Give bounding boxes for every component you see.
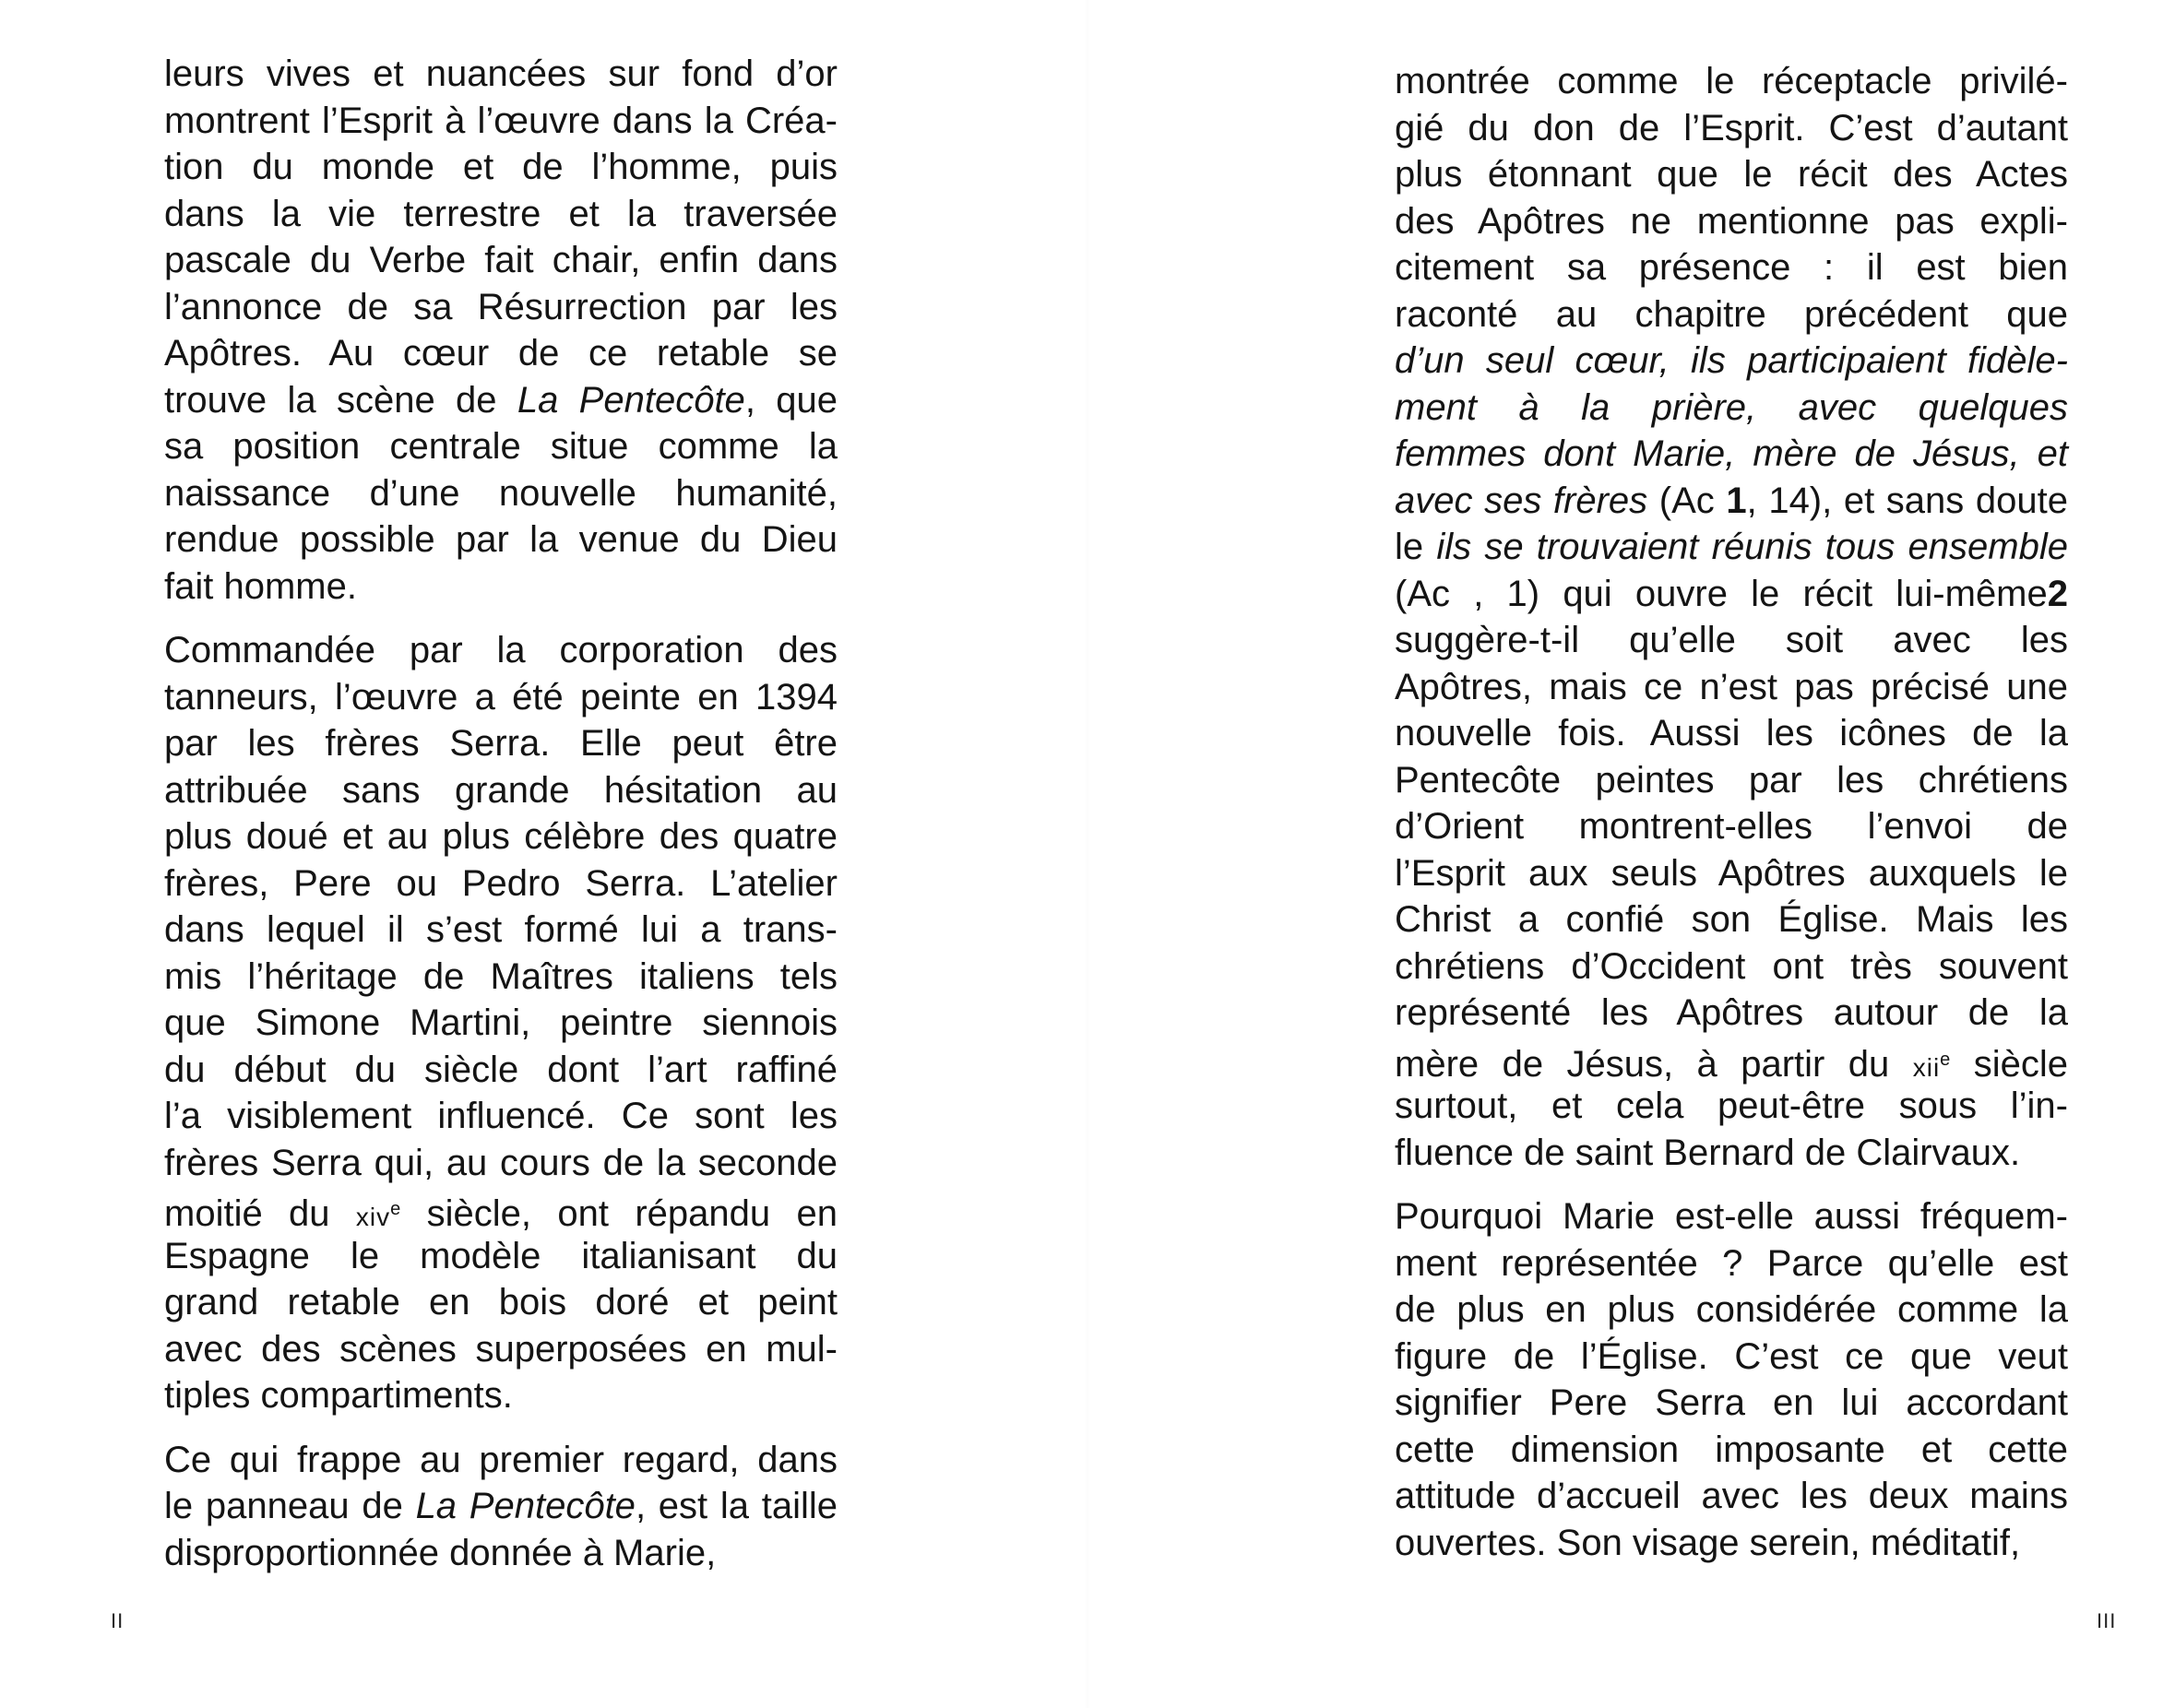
text-line: figure de l’Église. C’est ce que veut — [1395, 1335, 2068, 1377]
italic-text: ment à la prière, avec quelques — [1395, 386, 2068, 428]
left-paragraph — [164, 627, 838, 1419]
text-line: raconté au chapitre précédent que — [1395, 293, 2068, 335]
text-run: le panneau de — [164, 1486, 416, 1526]
text-line: attitude d’accueil avec les deux mains — [1395, 1476, 2068, 1516]
text-line: chrétiens d’Occident ont très souvent — [1395, 945, 2068, 987]
text-line: des Apôtres ne mentionne pas expli- — [1395, 200, 2068, 242]
text-line — [1395, 385, 2068, 432]
text-run: siècle, ont répandu en — [400, 1193, 838, 1234]
italic-text: La Pentecôte — [415, 1486, 636, 1526]
text-line — [1395, 524, 2068, 571]
text-line: Ce qui frappe au premier regard, dans — [164, 1439, 838, 1480]
text-line: Pentecôte peintes par les chrétiens — [1395, 759, 2068, 801]
text-run: mère de Jésus, à partir du — [1395, 1043, 1913, 1085]
text-run: siècle — [1950, 1043, 2068, 1085]
italic-text: femmes dont Marie, mère de Jésus, et — [1395, 433, 2068, 474]
text-line: tiples compartiments. — [164, 1375, 513, 1416]
right-paragraph — [1395, 58, 2068, 1176]
text-line: tanneurs, l’œuvre a été peinte en 1394 — [164, 676, 838, 718]
text-line: suggère-t-il qu’elle soit avec les — [1395, 620, 2068, 660]
text-line — [1395, 571, 2068, 618]
text-line: fait homme. — [164, 565, 357, 607]
text-line: Pourquoi Marie est-elle aussi fréquem- — [1395, 1196, 2068, 1237]
text-line: frères Serra qui, au cours de la seconde — [164, 1142, 838, 1183]
left-text-column — [164, 51, 838, 1594]
text-line — [1395, 478, 2068, 525]
superscript: e — [1940, 1049, 1951, 1070]
text-line: représenté les Apôtres autour de la — [1395, 992, 2068, 1033]
text-line: cette dimension imposante et cette — [1395, 1429, 2068, 1470]
text-line: du début du siècle dont l’art raffiné — [164, 1049, 838, 1090]
left-paragraph — [164, 51, 838, 610]
text-line: sa position centrale situe comme la — [164, 426, 838, 467]
italic-text: avec ses frères — [1395, 480, 1648, 521]
text-line: surtout, et cela peut-être sous l’in- — [1395, 1085, 2068, 1126]
text-line: dans la vie terrestre et la traversée — [164, 193, 838, 234]
text-run: , est la taille — [635, 1486, 838, 1526]
text-line: frères, Pere ou Pedro Serra. L’atelier — [164, 862, 838, 904]
text-line: pascale du Verbe fait chair, enfin dans — [164, 240, 838, 280]
text-line: mis l’héritage de Maîtres italiens tels — [164, 955, 838, 997]
text-line: que Simone Martini, peintre siennois — [164, 1002, 838, 1043]
text-line: de plus en plus considérée comme la — [1395, 1289, 2068, 1330]
italic-text: La Pentecôte — [517, 379, 745, 421]
text-line: plus doué et au plus célèbre des quatre — [164, 816, 838, 857]
text-line — [1395, 338, 2068, 385]
text-line: disproportionnée donnée à Marie, — [164, 1532, 717, 1573]
text-run: moitié du — [164, 1193, 356, 1234]
right-page — [1088, 0, 2175, 1708]
italic-text: ils se trouvaient réunis tous ensemble — [1436, 527, 2068, 567]
text-line: l’Esprit aux seuls Apôtres auxquels le — [1395, 852, 2068, 894]
left-page-number: II — [111, 1609, 125, 1632]
text-line: tion du monde et de l’homme, puis — [164, 147, 838, 187]
text-line: nouvelle fois. Aussi les icônes de la — [1395, 713, 2068, 753]
text-line: rendue possible par la venue du Dieu — [164, 519, 838, 560]
superscript: e — [390, 1199, 401, 1219]
text-line: d’Orient montrent-elles l’envoi de — [1395, 806, 2068, 847]
text-line: Apôtres, mais ce n’est pas précisé une — [1395, 666, 2068, 707]
bold-numeral: 1 — [1726, 480, 1747, 521]
left-paragraph — [164, 1437, 838, 1577]
text-line: l’annonce de sa Résurrection par les — [164, 286, 838, 327]
text-line: Espagne le modèle italianisant du — [164, 1235, 838, 1276]
text-run: trouve la scène de — [164, 379, 517, 421]
text-run: le — [1395, 527, 1437, 567]
text-line — [1395, 431, 2068, 478]
text-line — [1395, 1037, 2068, 1084]
text-line — [164, 377, 838, 424]
text-run: , 1) qui ouvre le récit lui-même — [1473, 573, 2048, 614]
text-line: plus étonnant que le récit des Actes — [1395, 154, 2068, 195]
text-run: , que — [744, 379, 838, 421]
text-line: montrée comme le réceptacle privilé- — [1395, 61, 2068, 101]
text-run: (Ac — [1647, 480, 1727, 521]
century-numeral: xiv — [355, 1203, 391, 1231]
text-line: dans lequel il s’est formé lui a trans- — [164, 909, 838, 950]
century-numeral: xii — [1912, 1052, 1941, 1082]
right-paragraph — [1395, 1193, 2068, 1566]
text-line: l’a visiblement influencé. Ce sont les — [164, 1096, 838, 1136]
text-line: gié du don de l’Esprit. C’est d’autant — [1395, 107, 2068, 148]
text-line: par les frères Serra. Elle peut être — [164, 723, 838, 764]
text-line: Christ a confié son Église. Mais les — [1395, 899, 2068, 940]
text-line: naissance d’une nouvelle humanité, — [164, 472, 838, 514]
right-text-column — [1395, 58, 2068, 1583]
text-line: fluence de saint Bernard de Clairvaux. — [1395, 1132, 2021, 1173]
text-line: grand retable en bois doré et peint — [164, 1282, 838, 1323]
text-line: signifier Pere Serra en lui accordant — [1395, 1382, 2068, 1423]
text-line: citement sa présence : il est bien — [1395, 247, 2068, 288]
text-run: (Ac — [1395, 573, 1474, 614]
text-line: montrent l’Esprit à l’œuvre dans la Créa- — [164, 100, 838, 141]
text-line: attribuée sans grande hésitation au — [164, 769, 838, 811]
text-line — [164, 1483, 838, 1530]
text-run: , 14), et sans doute — [1746, 480, 2068, 521]
text-line: ment représentée ? Parce qu’elle est — [1395, 1242, 2068, 1284]
italic-text: d’un seul cœur, ils participaient fidèle- — [1395, 340, 2068, 381]
text-line: Commandée par la corporation des — [164, 630, 838, 670]
text-line: avec des scènes superposées en mul- — [164, 1328, 838, 1370]
bold-numeral: 2 — [2047, 573, 2068, 614]
text-line — [164, 1186, 838, 1233]
right-page-number: III — [2097, 1609, 2117, 1632]
text-line: leurs vives et nuancées sur fond d’or — [164, 53, 838, 94]
text-line: Apôtres. Au cœur de ce retable se — [164, 333, 838, 374]
text-line: ouvertes. Son visage serein, méditatif, — [1395, 1522, 2021, 1563]
